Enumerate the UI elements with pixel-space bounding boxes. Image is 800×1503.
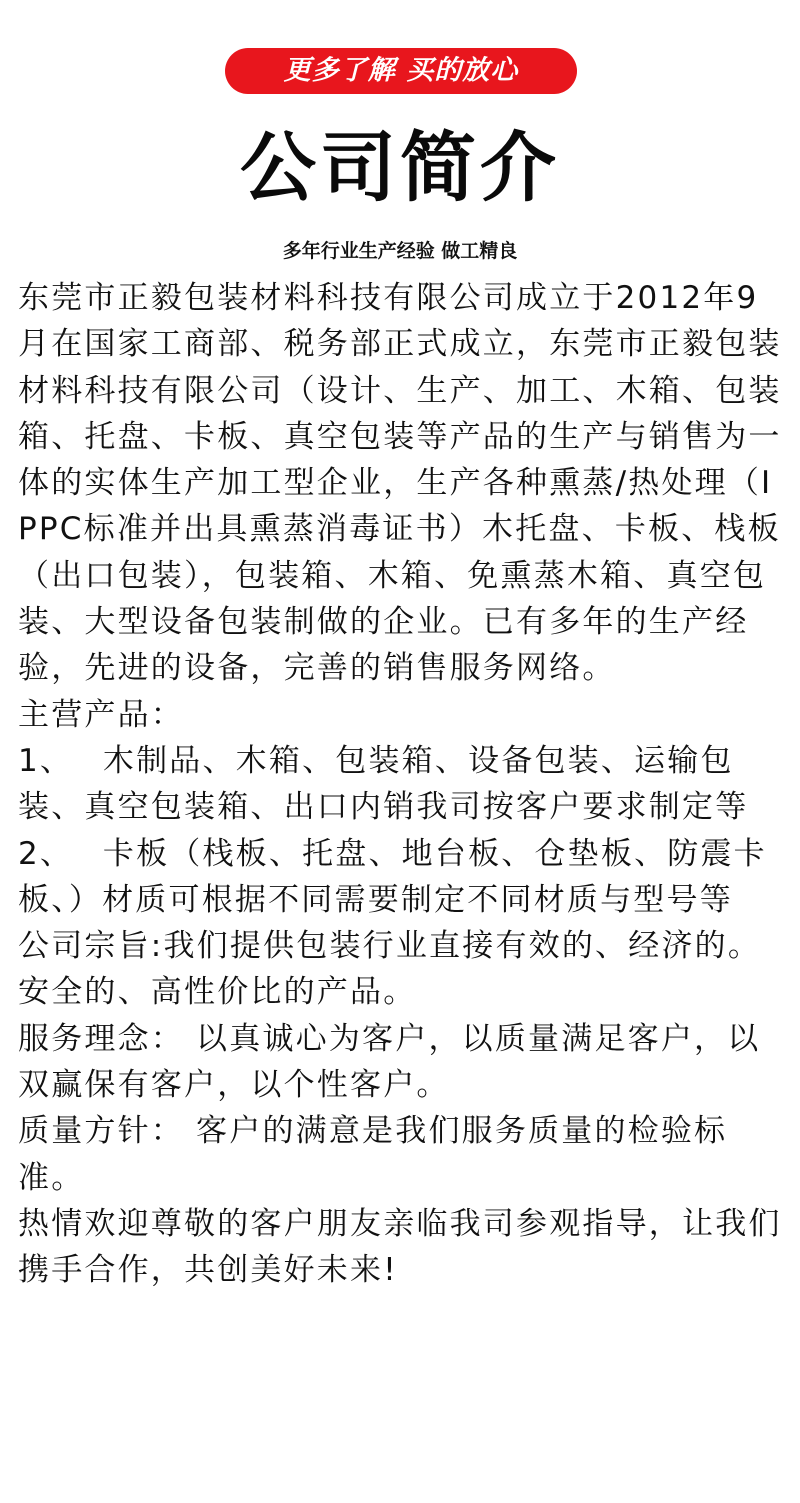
slogan-banner: 更多了解 买的放心	[225, 48, 577, 94]
service-philosophy: 服务理念： 以真诚心为客户，以质量满足客户，以双赢保有客户，以个性客户。	[18, 1020, 761, 1104]
closing-welcome: 热情欢迎尊敬的客户朋友亲临我司参观指导，让我们携手合作，共创美好未来!	[18, 1205, 782, 1289]
intro-paragraph: 东莞市正毅包装材料科技有限公司成立于2012年9月在国家工商部、税务部正式成立，东莞市正毅包装材料科技有限公司（设计、生产、加工、木箱、包装箱、托盘、卡板、真空包装等产品的生产与销售为一体的实体生产加工型企业，生产各种熏蒸/热处理（IPPC标准并出具熏蒸消毒证书）木托盘、卡板、栈板（出口包装），包装箱、木箱、免熏蒸木箱、真空包装、大型设备包装制做的企业。已有多年的生产经验，先进的设备，完善的销售服务网络。	[18, 280, 782, 687]
product-item-1: 1、 木制品、木箱、包装箱、设备包装、运输包装、真空包装箱、出口内销我司按客户要求制定等	[18, 742, 749, 826]
quality-policy: 质量方针： 客户的满意是我们服务质量的检验标准。	[18, 1113, 728, 1196]
page-subtitle: 多年行业生产经验 做工精良	[282, 240, 518, 262]
page-title: 公司简介	[240, 123, 560, 212]
company-intro-body	[18, 275, 788, 1294]
company-tenet: 公司宗旨:我们提供包装行业直接有效的、经济的。安全的、高性价比的产品。	[18, 928, 762, 1011]
main-products-heading: 主营产品：	[18, 696, 184, 733]
product-item-2: 2、 卡板（栈板、托盘、地台板、仓垫板、防震卡板、）材质可根据不同需要制定不同材质与型号等	[18, 835, 767, 918]
